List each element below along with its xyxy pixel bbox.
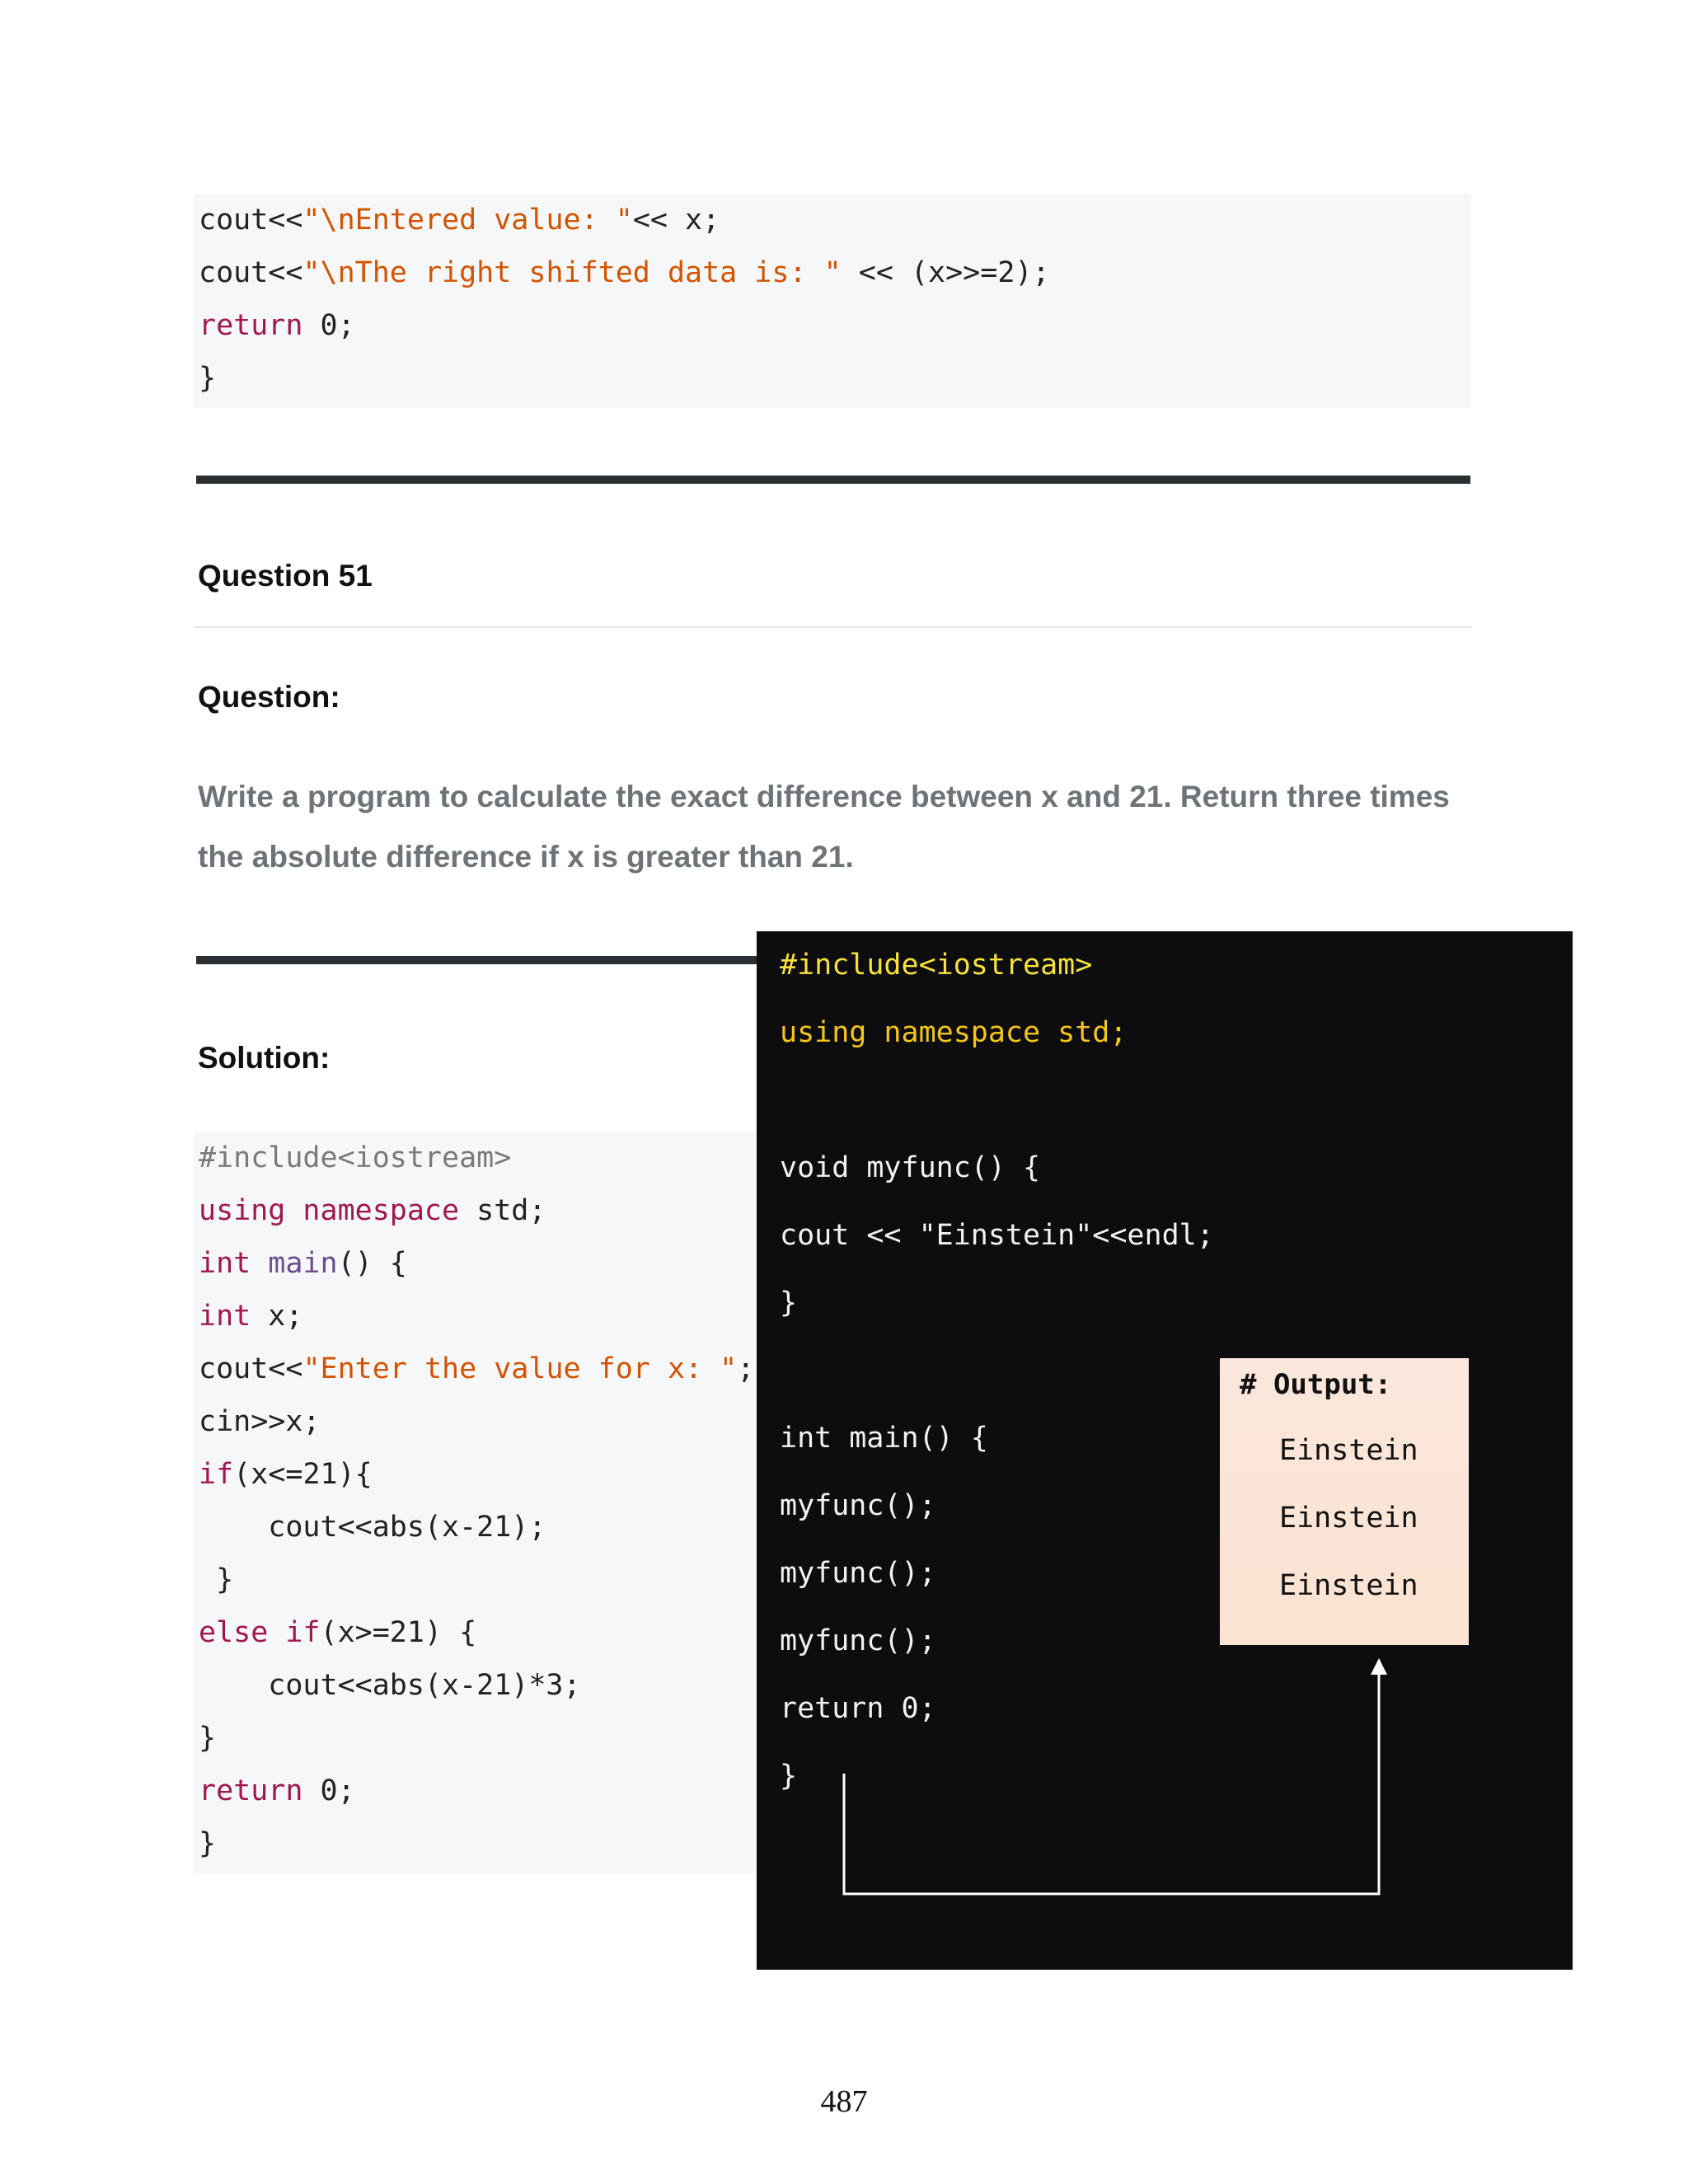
code-line: cin>>x;	[199, 1405, 321, 1438]
code-text: (x<=21){	[233, 1458, 373, 1491]
output-line: Einstein	[1279, 1434, 1418, 1467]
code-line	[199, 246, 1050, 299]
demo-line: int main() {	[780, 1422, 988, 1455]
code-string: "Enter the value for x: "	[302, 1352, 738, 1385]
code-text: () {	[337, 1247, 407, 1280]
code-text: cout<<	[199, 1352, 303, 1385]
demo-line: cout << "Einstein"<<endl;	[780, 1219, 1214, 1252]
code-text: << x;	[632, 204, 720, 237]
code-line	[199, 1237, 407, 1290]
page-number: 487	[820, 2084, 868, 2119]
code-line	[199, 1290, 302, 1343]
demo-line: myfunc();	[780, 1624, 936, 1657]
code-line	[199, 1343, 754, 1395]
code-keyword: int	[199, 1247, 251, 1280]
code-line	[199, 1184, 546, 1237]
output-box	[1220, 1358, 1469, 1645]
output-line: Einstein	[1279, 1569, 1418, 1602]
demo-line: myfunc();	[780, 1489, 936, 1522]
demo-line: #include<iostream>	[780, 949, 1093, 982]
code-line	[199, 194, 720, 246]
arrow-head-icon	[1371, 1658, 1387, 1675]
output-line: Einstein	[1279, 1502, 1418, 1535]
flow-arrow-line	[844, 1660, 1379, 1894]
code-line	[199, 352, 216, 405]
code-text: 0;	[302, 309, 355, 342]
code-line: cout<<abs(x-21);	[199, 1511, 546, 1544]
code-line: }	[199, 1563, 234, 1596]
demo-line: myfunc();	[780, 1557, 936, 1590]
solution-label: Solution:	[198, 1041, 331, 1075]
code-line	[199, 299, 355, 352]
question-text: Write a program to calculate the exact difference between x and 21. Return three times the absolute difference if x is greater than 21.	[198, 780, 1450, 874]
code-line	[199, 1765, 355, 1817]
code-function: main	[251, 1247, 338, 1280]
demo-line: }	[780, 1286, 798, 1319]
code-keyword: else if	[199, 1616, 321, 1649]
code-keyword: int	[199, 1300, 251, 1333]
previous-code-block	[194, 194, 1471, 408]
code-text: cout<<	[199, 256, 303, 289]
code-text: cout<<	[199, 204, 303, 237]
code-text: (x>=21) {	[320, 1616, 477, 1649]
output-title: # Output:	[1240, 1368, 1392, 1401]
demo-line: using namespace std;	[780, 1016, 1128, 1049]
code-line: cout<<abs(x-21)*3;	[199, 1669, 581, 1702]
heading-underline	[194, 626, 1471, 628]
question-number: Question 51	[198, 559, 373, 593]
code-line	[199, 1448, 373, 1501]
demo-line: }	[780, 1760, 798, 1793]
section-divider	[196, 956, 773, 964]
code-text: << (x>>=2);	[841, 256, 1050, 289]
code-text: 0;	[302, 1774, 355, 1807]
code-text: std;	[459, 1194, 546, 1227]
code-line	[199, 1606, 476, 1659]
demo-line: return 0;	[780, 1692, 936, 1725]
section-divider	[196, 476, 1470, 484]
code-line: #include<iostream>	[199, 1141, 512, 1174]
code-keyword: if	[199, 1458, 234, 1491]
code-keyword: return	[199, 309, 303, 342]
code-string: "\nThe right shifted data is: "	[302, 256, 842, 289]
code-line: }	[199, 1722, 217, 1755]
question-label: Question:	[198, 680, 340, 714]
code-text: }	[199, 362, 217, 395]
code-string: "\nEntered value: "	[302, 204, 633, 237]
code-keyword: using namespace	[199, 1194, 460, 1227]
code-keyword: return	[199, 1774, 303, 1807]
code-text: ;	[737, 1352, 755, 1385]
code-text: x;	[251, 1300, 303, 1333]
solution-code-block	[194, 1132, 771, 1873]
code-line: }	[199, 1827, 217, 1860]
demo-line: void myfunc() {	[780, 1151, 1041, 1184]
